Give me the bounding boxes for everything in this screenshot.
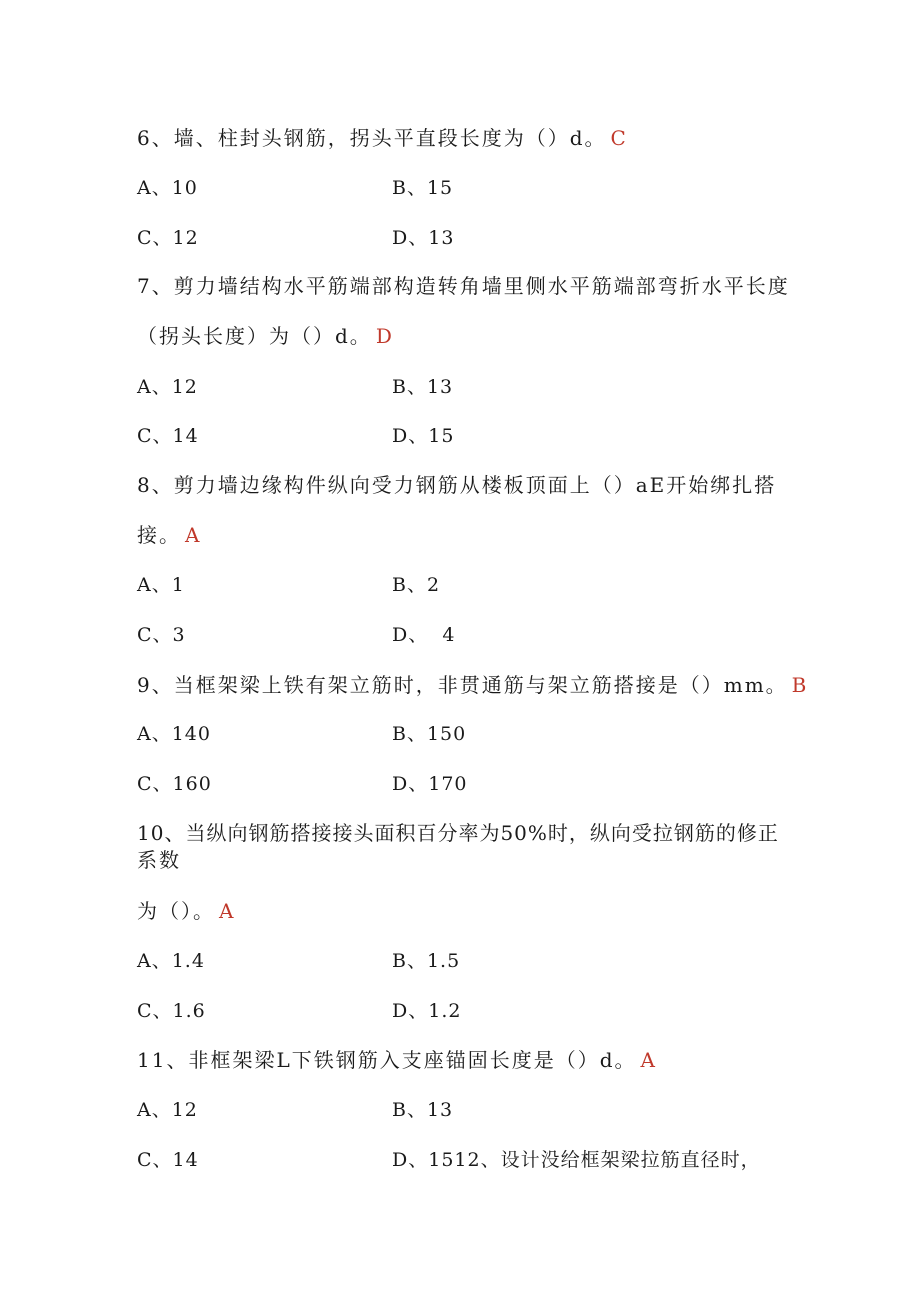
question-8-option-d: D、 4 <box>392 624 456 646</box>
question-8-option-c: C、3 <box>137 624 186 646</box>
question-8-text-line-1: 8、剪力墙边缘构件纵向受力钢筋从楼板顶面上（）aE开始绑扎搭 <box>137 473 777 497</box>
question-9-option-a: A、140 <box>137 723 211 745</box>
question-9-text: 9、当框架梁上铁有架立筋时，非贯通筋与架立筋搭接是（）mm。 B <box>137 673 809 697</box>
question-9-option-d: D、170 <box>392 773 468 795</box>
question-10-option-a: A、1.4 <box>137 950 205 972</box>
question-9-option-b: B、150 <box>392 723 467 745</box>
question-8-text-line-2: 接。 A <box>137 523 202 547</box>
question-7-option-b: B、13 <box>392 376 454 398</box>
question-9-option-c: C、160 <box>137 773 212 795</box>
question-11-option-a: A、12 <box>137 1099 198 1121</box>
question-10-text-line-3: 为（）。 A <box>137 899 236 923</box>
question-6-answer: C <box>610 126 628 150</box>
question-6-option-d: D、13 <box>392 227 455 249</box>
question-11-answer: A <box>640 1048 657 1072</box>
question-11-option-c: C、14 <box>137 1149 199 1171</box>
question-7-text-line-2: （拐头长度）为（）d。 D <box>137 324 394 348</box>
question-6-option-c: C、12 <box>137 227 199 249</box>
question-7-option-c: C、14 <box>137 425 199 447</box>
question-6-option-b: B、15 <box>392 177 454 199</box>
question-10-option-b: B、1.5 <box>392 950 461 972</box>
question-7-option-a: A、12 <box>137 376 198 398</box>
question-7-option-d: D、15 <box>392 425 455 447</box>
question-11-text: 11、非框架梁L下铁钢筋入支座锚固长度是（）d。 A <box>137 1048 657 1072</box>
question-9-answer: B <box>791 673 809 697</box>
question-11-option-d: D、1512、设计没给框架梁拉筋直径时， <box>392 1149 761 1171</box>
question-10-answer: A <box>219 899 236 923</box>
question-11-option-b: B、13 <box>392 1099 454 1121</box>
question-8-option-b: B、2 <box>392 574 441 596</box>
question-7-text-line-1: 7、剪力墙结构水平筋端部构造转角墙里侧水平筋端部弯折水平长度 <box>137 274 790 298</box>
question-10-option-c: C、1.6 <box>137 1000 206 1022</box>
question-8-option-a: A、1 <box>137 574 185 596</box>
question-10-text-line-2: 系数 <box>137 848 181 872</box>
question-6-text: 6、墙、柱封头钢筋，拐头平直段长度为（）d。 C <box>137 126 628 150</box>
question-6-option-a: A、10 <box>137 177 198 199</box>
question-10-option-d: D、1.2 <box>392 1000 462 1022</box>
question-8-answer: A <box>185 523 202 547</box>
question-10-text-line-1: 10、当纵向钢筋搭接接头面积百分率为50%时，纵向受拉钢筋的修正 <box>137 821 779 845</box>
question-7-answer: D <box>375 324 394 348</box>
